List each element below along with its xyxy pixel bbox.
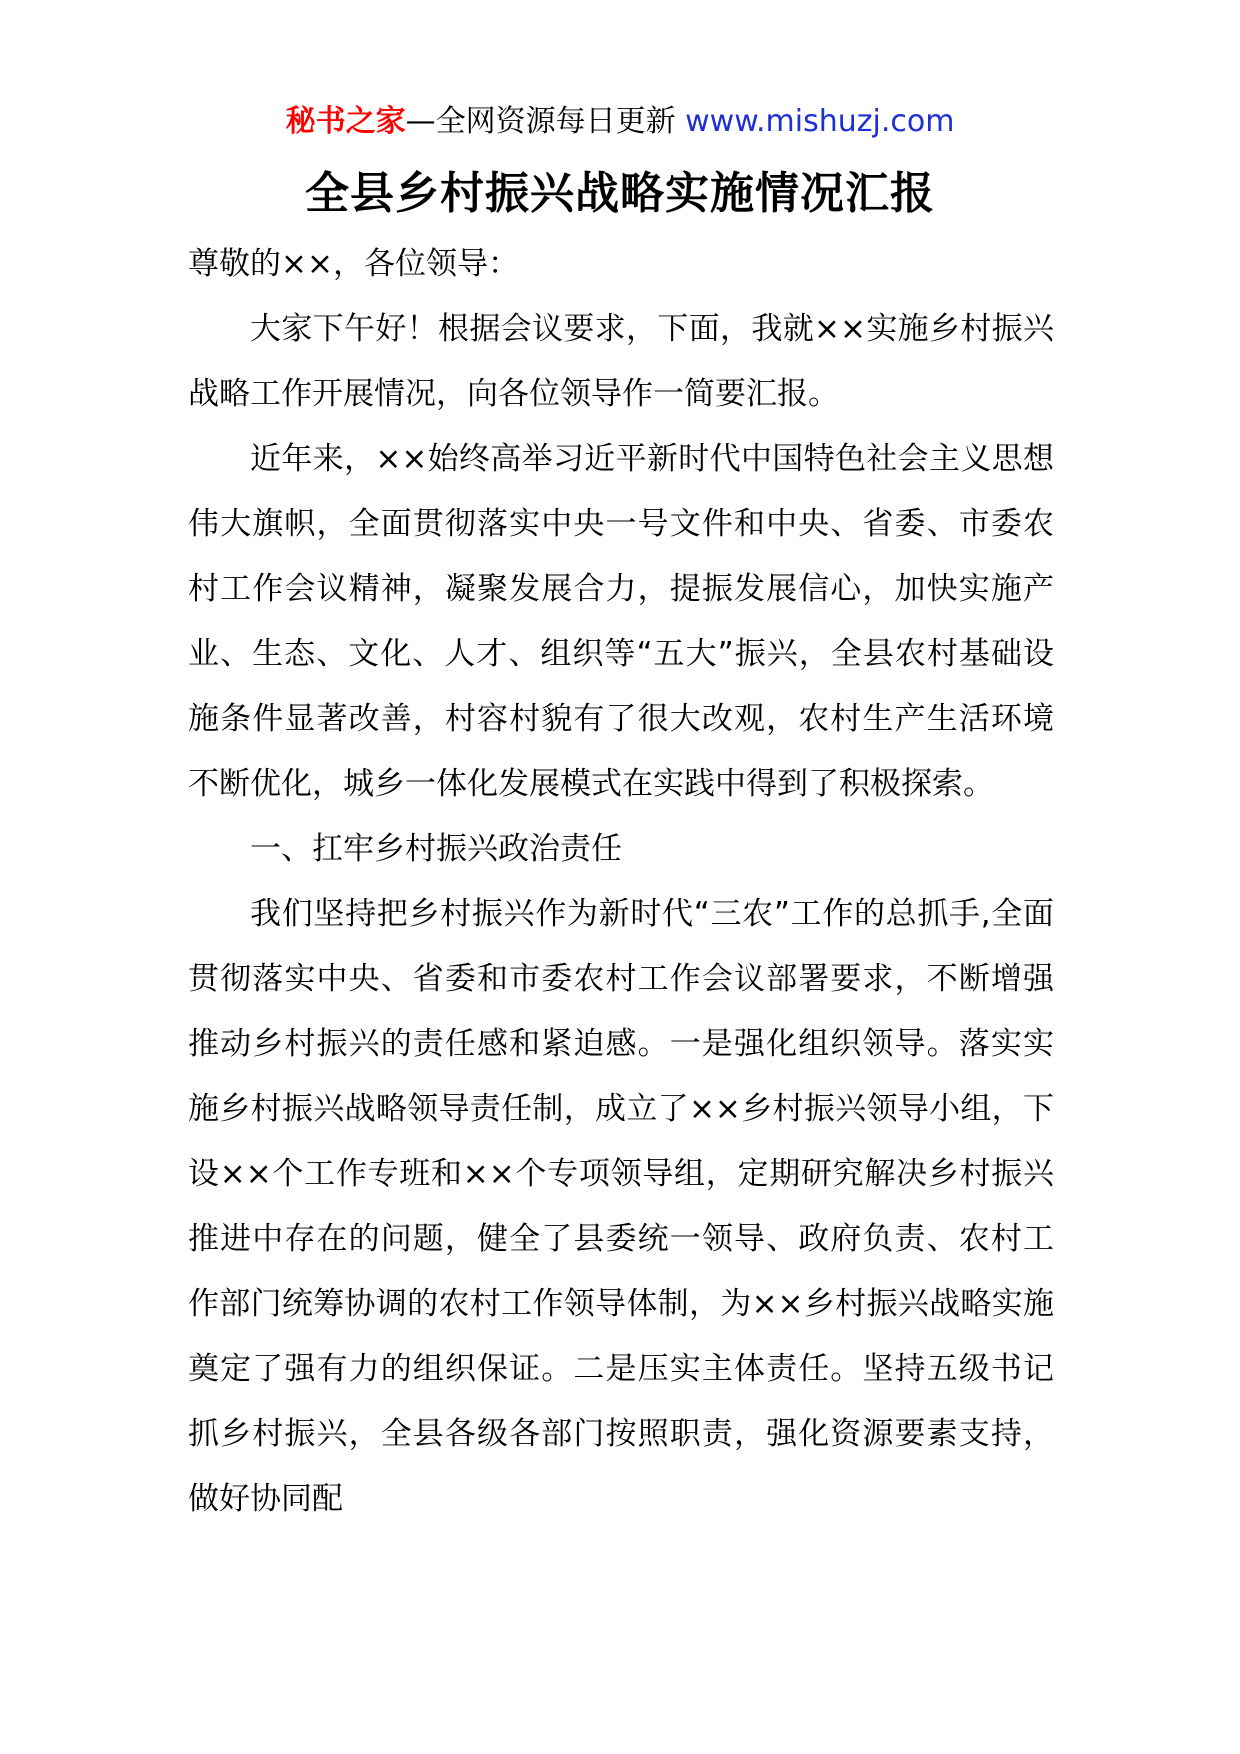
site-banner [0,100,1240,144]
paragraph-section-1: 我们坚持把乡村振兴作为新时代“三农”工作的总抓手,全面贯彻落实中央、省委和市委农村工作会议部署要求，不断增强推动乡村振兴的责任感和紧迫感。一是强化组织领导。落实实施乡村振兴战略领导责任制，成立了××乡村振兴领导小组，下设××个工作专班和××个专项领导组，定期研究解决乡村振兴推进中存在的问题，健全了县委统一领导、政府负责、农村工作部门统筹协调的农村工作领导体制，为××乡村振兴战略实施奠定了强有力的组织保证。二是压实主体责任。坚持五级书记抓乡村振兴，全县各级各部门按照职责，强化资源要素支持，做好协同配 [188,896,1054,1517]
document-title: 全县乡村振兴战略实施情况汇报 [305,168,935,219]
banner-brand: 秘书之家 [285,104,406,139]
banner-tagline: —全网资源每日更新 [405,104,676,139]
section-heading: 一、扛牢乡村振兴政治责任 [250,831,622,867]
salutation: 尊敬的××，各位领导： [188,246,519,282]
paragraph-overview: 近年来，××始终高举习近平新时代中国特色社会主义思想伟大旗帜，全面贯彻落实中央一号文件和中央、省委、市委农村工作会议精神，凝聚发展合力，提振发展信心，加快实施产业、生态、文化、人才、组织等“五大”振兴，全县农村基础设施条件显著改善，村容村貌有了很大改观，农村生产生活环境不断优化，城乡一体化发展模式在实践中得到了积极探索。 [188,441,1054,802]
paragraph-greeting: 大家下午好！根据会议要求，下面，我就××实施乡村振兴战略工作开展情况，向各位领导作一简要汇报。 [188,311,1054,412]
document-body [188,232,1054,1532]
banner-url-link[interactable]: www.mishuzj.com [685,104,955,139]
